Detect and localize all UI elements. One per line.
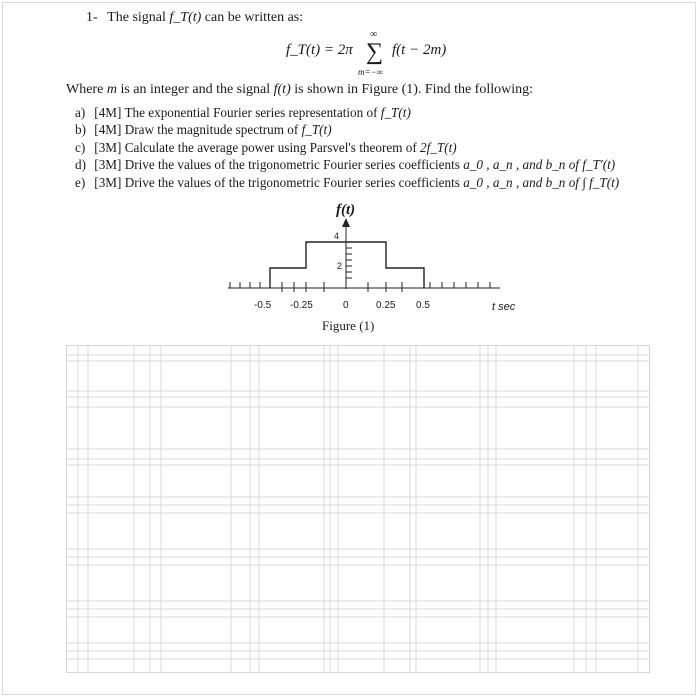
where-var: m [106, 82, 117, 97]
part-letter: a) [75, 105, 86, 120]
part-math: f_T(t) [301, 122, 332, 138]
part-text: [3M] Calculate the average power using Parsvel's theorem of [94, 139, 417, 155]
part-letter: b) [75, 122, 86, 138]
x-tick-label: 0.25 [376, 300, 396, 311]
question-number: 1- [86, 10, 98, 25]
y-tick-label: 4 [334, 231, 340, 241]
part-letter: c) [75, 139, 86, 155]
where-signal: f(t) [273, 82, 291, 97]
grid-vertical-lines [78, 345, 638, 673]
parts-list [75, 104, 619, 191]
answer-grid [66, 345, 650, 673]
x-tick-label: 0.5 [416, 300, 430, 311]
part-letter: e) [75, 174, 86, 190]
part-math: a_0 , a_n , and b_n of ∫ f_T(t) [463, 174, 620, 190]
part-letter: d) [75, 157, 86, 173]
formula-term: f(t − 2m) [392, 42, 447, 58]
y-tick-label: 2 [337, 261, 343, 271]
part-item [75, 174, 619, 191]
part-item [75, 121, 619, 138]
part-math: f_T(t) [380, 105, 411, 120]
signal-waveform [270, 242, 424, 288]
x-tick-label: -0.25 [290, 300, 313, 311]
part-text: [4M] The exponential Fourier series representation of [94, 105, 378, 120]
where-middle: is an integer and the signal [120, 82, 271, 97]
part-text: [3M] Drive the values of the trigonometric Fourier series coefficients [94, 157, 460, 173]
part-text: [4M] Draw the magnitude spectrum of [94, 122, 299, 138]
formula-sum-symbol: ∑ [366, 39, 384, 65]
question-intro-suffix: can be written as: [204, 10, 304, 25]
where-line [66, 82, 533, 98]
x-axis-ticks [230, 282, 490, 292]
grid-horizontal-lines [66, 355, 650, 659]
question-intro-symbol: f_T(t) [169, 10, 202, 25]
signal-figure [210, 196, 540, 338]
x-tick-label: -0.5 [254, 300, 272, 311]
y-axis-ticks [346, 248, 352, 278]
where-suffix: is shown in Figure (1). Find the following: [294, 82, 534, 97]
figure-ylabel: f(t) [336, 202, 356, 218]
formula [286, 28, 486, 80]
part-math: a_0 , a_n , and b_n of f_T′(t) [463, 157, 616, 173]
question-header [86, 10, 303, 26]
figure-xlabel: t sec [492, 301, 516, 313]
figure-caption: Figure (1) [322, 318, 375, 333]
question-intro-prefix: The signal [107, 10, 166, 25]
where-prefix: Where [66, 82, 104, 97]
y-axis-arrow-icon [342, 218, 350, 227]
formula-lhs: f_T(t) = 2π [286, 42, 353, 58]
part-item [75, 104, 619, 121]
part-text: [3M] Drive the values of the trigonometric Fourier series coefficients [94, 174, 460, 190]
part-item [75, 139, 619, 156]
x-tick-label: 0 [343, 300, 349, 311]
formula-sum-lower: m=−∞ [358, 67, 384, 77]
part-item [75, 156, 619, 173]
formula-sum-upper: ∞ [370, 29, 378, 40]
part-math: 2f_T(t) [420, 139, 457, 155]
